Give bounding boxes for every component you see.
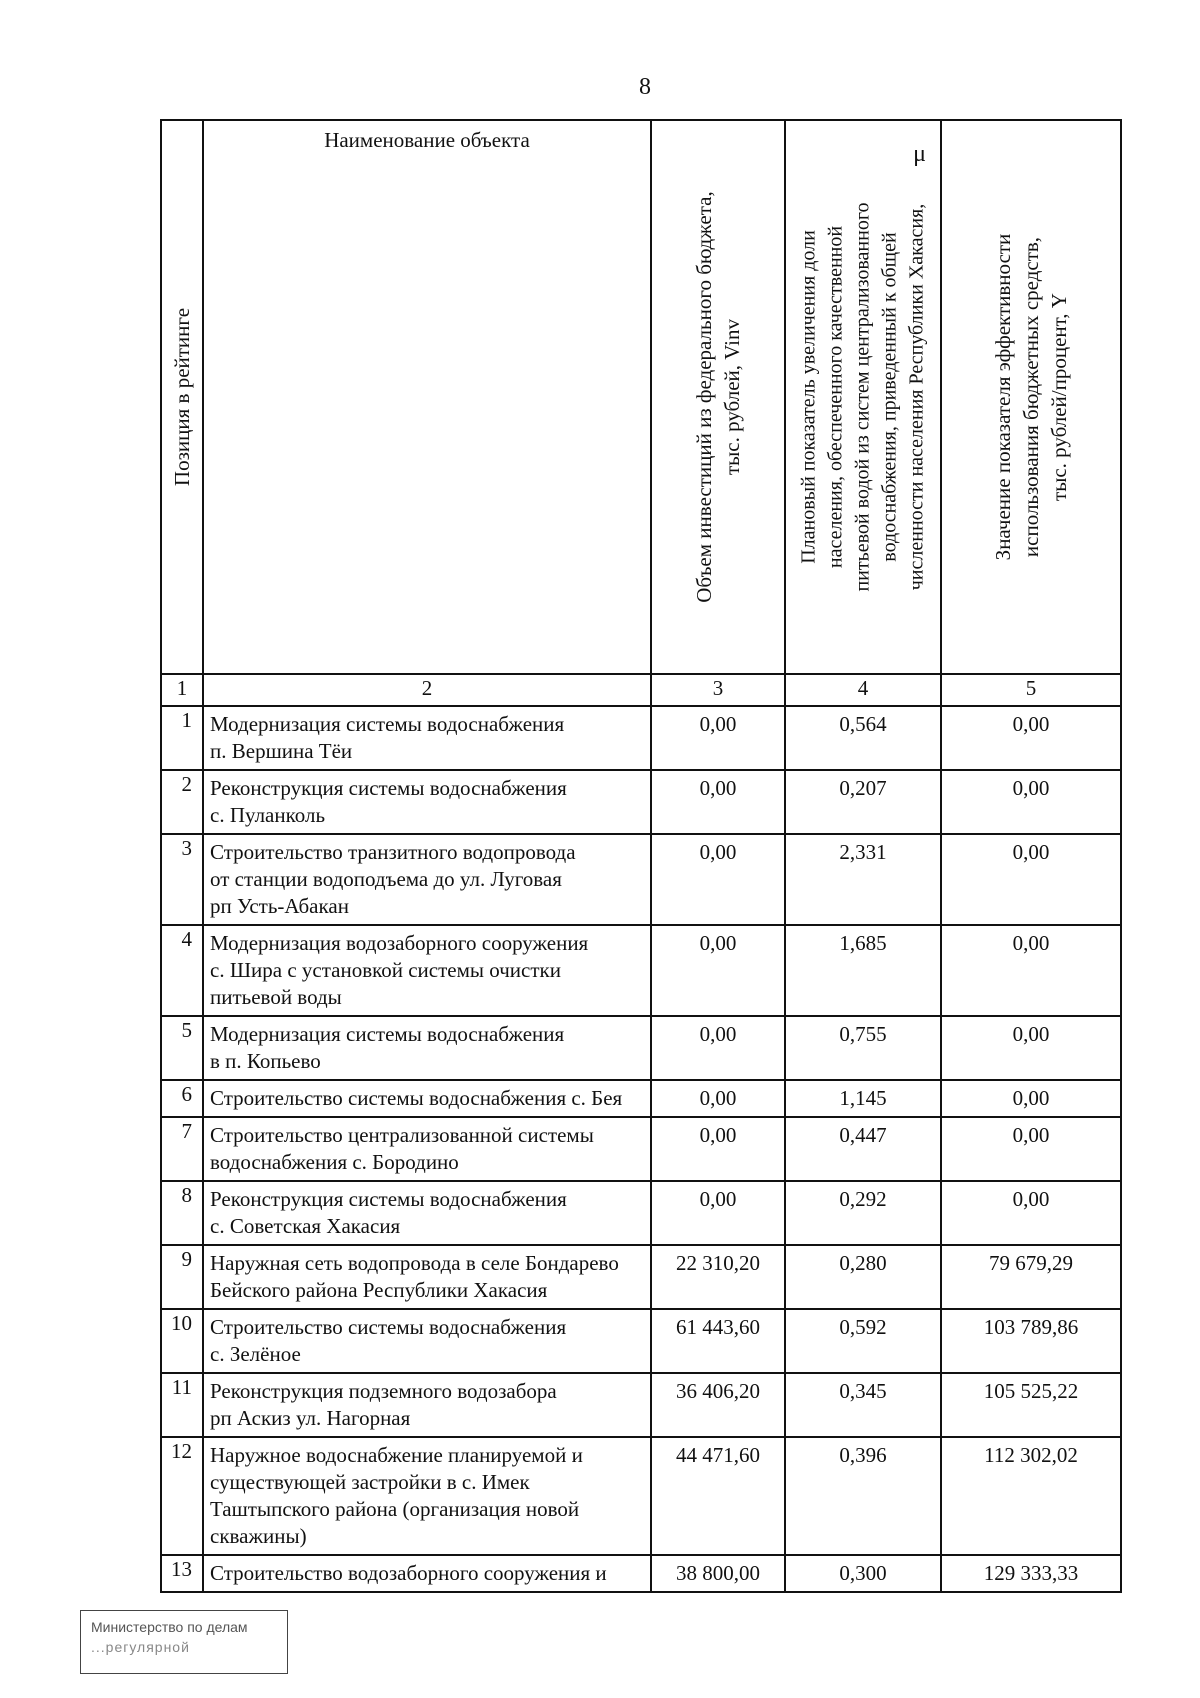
share-cell: 0,292	[785, 1181, 941, 1245]
investment-cell: 22 310,20	[651, 1245, 785, 1309]
investment-cell: 38 800,00	[651, 1555, 785, 1592]
investment-cell: 44 471,60	[651, 1437, 785, 1555]
table-row	[161, 1181, 1121, 1245]
position-cell: 13	[161, 1555, 203, 1592]
investment-cell: 0,00	[651, 834, 785, 925]
efficiency-cell: 0,00	[941, 706, 1121, 770]
efficiency-cell: 112 302,02	[941, 1437, 1121, 1555]
column-number: 3	[651, 674, 785, 706]
object-name-cell: Строительство централизованной системы водоснабжения с. Бородино	[203, 1117, 651, 1181]
table-row	[161, 834, 1121, 925]
object-name-cell: Модернизация водозаборного сооружения с. Шира с установкой системы очистки питьевой воды	[203, 925, 651, 1016]
object-name-cell: Наружное водоснабжение планируемой и существующей застройки в с. Имек Таштыпского района (организация новой скважины)	[203, 1437, 651, 1555]
position-cell: 2	[161, 770, 203, 834]
share-cell: 2,331	[785, 834, 941, 925]
ministry-stamp	[80, 1610, 288, 1674]
investment-cell: 36 406,20	[651, 1373, 785, 1437]
table-row	[161, 706, 1121, 770]
investment-cell: 0,00	[651, 1016, 785, 1080]
position-cell: 4	[161, 925, 203, 1016]
header-share: μ Плановый показатель увеличения доли населения, обеспеченного качественной питьевой водой из систем централизованного водоснабжения, приведенный к общей численности населения Республики Хакасия,	[785, 120, 941, 674]
efficiency-cell: 0,00	[941, 1181, 1121, 1245]
table-row	[161, 925, 1121, 1016]
efficiency-cell: 103 789,86	[941, 1309, 1121, 1373]
efficiency-cell: 0,00	[941, 1117, 1121, 1181]
stamp-line: Министерство по делам	[91, 1619, 248, 1635]
efficiency-cell: 105 525,22	[941, 1373, 1121, 1437]
table-row	[161, 1245, 1121, 1309]
object-name-cell: Модернизация системы водоснабжения п. Вершина Тёи	[203, 706, 651, 770]
object-name-cell: Строительство системы водоснабжения с. Зелёное	[203, 1309, 651, 1373]
column-number-row	[161, 674, 1121, 706]
header-investment: Объем инвестиций из федерального бюджета, тыс. рублей, Vinv	[651, 120, 785, 674]
share-cell: 0,396	[785, 1437, 941, 1555]
table-row	[161, 770, 1121, 834]
investment-cell: 0,00	[651, 925, 785, 1016]
column-number: 4	[785, 674, 941, 706]
share-cell: 0,755	[785, 1016, 941, 1080]
position-cell: 8	[161, 1181, 203, 1245]
table-row	[161, 1117, 1121, 1181]
object-name-cell: Реконструкция системы водоснабжения с. Советская Хакасия	[203, 1181, 651, 1245]
object-name-cell: Модернизация системы водоснабжения в п. Копьево	[203, 1016, 651, 1080]
position-cell: 12	[161, 1437, 203, 1555]
object-name-cell: Строительство системы водоснабжения с. Бея	[203, 1080, 651, 1117]
page-number: 8	[639, 74, 651, 100]
column-number: 5	[941, 674, 1121, 706]
position-cell: 3	[161, 834, 203, 925]
object-name-cell: Реконструкция подземного водозабора рп Аскиз ул. Нагорная	[203, 1373, 651, 1437]
table-body	[161, 706, 1121, 1592]
share-cell: 0,564	[785, 706, 941, 770]
efficiency-cell: 0,00	[941, 834, 1121, 925]
share-cell: 0,447	[785, 1117, 941, 1181]
object-name-cell: Строительство водозаборного сооружения и	[203, 1555, 651, 1592]
investment-cell: 0,00	[651, 1080, 785, 1117]
table-row	[161, 1016, 1121, 1080]
header-position: Позиция в рейтинге	[161, 120, 203, 674]
position-cell: 11	[161, 1373, 203, 1437]
efficiency-cell: 0,00	[941, 1016, 1121, 1080]
object-name-cell: Наружная сеть водопровода в селе Бондарево Бейского района Республики Хакасия	[203, 1245, 651, 1309]
share-cell: 0,345	[785, 1373, 941, 1437]
investment-cell: 61 443,60	[651, 1309, 785, 1373]
table-row	[161, 1373, 1121, 1437]
efficiency-cell: 0,00	[941, 1080, 1121, 1117]
position-cell: 6	[161, 1080, 203, 1117]
position-cell: 9	[161, 1245, 203, 1309]
column-number: 2	[203, 674, 651, 706]
share-cell: 0,592	[785, 1309, 941, 1373]
header-efficiency: Значение показателя эффективности использования бюджетных средств, тыс. рублей/процент, Y	[941, 120, 1121, 674]
stamp-line: ...регулярной	[91, 1639, 190, 1655]
investment-cell: 0,00	[651, 1181, 785, 1245]
object-name-cell: Реконструкция системы водоснабжения с. Пуланколь	[203, 770, 651, 834]
table-row	[161, 1080, 1121, 1117]
position-cell: 1	[161, 706, 203, 770]
table-row	[161, 1555, 1121, 1592]
efficiency-cell: 0,00	[941, 770, 1121, 834]
object-name-cell: Строительство транзитного водопровода от станции водоподъема до ул. Луговая рп Усть-Абакан	[203, 834, 651, 925]
table-row	[161, 1437, 1121, 1555]
table-row	[161, 1309, 1121, 1373]
share-cell: 0,207	[785, 770, 941, 834]
rating-table	[160, 119, 1122, 1593]
investment-cell: 0,00	[651, 706, 785, 770]
investment-cell: 0,00	[651, 1117, 785, 1181]
efficiency-cell: 129 333,33	[941, 1555, 1121, 1592]
efficiency-cell: 0,00	[941, 925, 1121, 1016]
share-cell: 0,300	[785, 1555, 941, 1592]
header-name: Наименование объекта	[203, 120, 651, 674]
position-cell: 7	[161, 1117, 203, 1181]
investment-cell: 0,00	[651, 770, 785, 834]
position-cell: 10	[161, 1309, 203, 1373]
share-cell: 1,145	[785, 1080, 941, 1117]
efficiency-cell: 79 679,29	[941, 1245, 1121, 1309]
mu-symbol: μ	[913, 141, 926, 167]
header-row	[161, 120, 1121, 674]
share-cell: 0,280	[785, 1245, 941, 1309]
share-cell: 1,685	[785, 925, 941, 1016]
column-number: 1	[161, 674, 203, 706]
position-cell: 5	[161, 1016, 203, 1080]
